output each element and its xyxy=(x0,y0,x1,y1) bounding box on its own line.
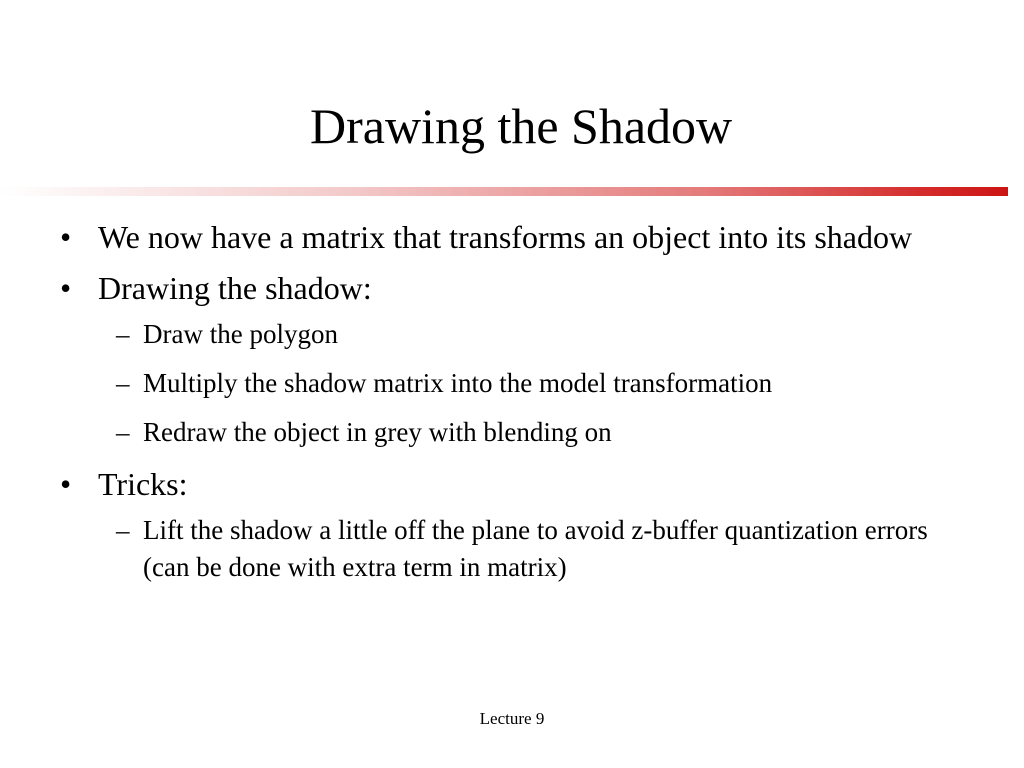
dash-bullet-icon: – xyxy=(116,417,130,447)
sub-bullet-item xyxy=(98,365,960,402)
dash-bullet-icon: – xyxy=(116,368,130,398)
slide-body xyxy=(60,216,960,598)
dash-bullet-icon: – xyxy=(116,515,130,545)
bullet-dot-icon: • xyxy=(60,466,72,502)
sub-bullet-group xyxy=(60,512,960,586)
dash-bullet-icon: – xyxy=(116,319,130,349)
bullet-text: We now have a matrix that transforms an object into its shadow xyxy=(98,219,913,255)
sub-bullet-text: Lift the shadow a little off the plane to avoid z-buffer quantization errors (can be done with extra term in matrix) xyxy=(143,515,928,582)
slide-footer: Lecture 9 xyxy=(479,709,545,728)
title-underline-rule xyxy=(0,187,1008,196)
bullet-dot-icon: • xyxy=(60,270,72,306)
bullet-item xyxy=(60,463,960,505)
slide-title: Drawing the Shadow xyxy=(310,98,733,154)
sub-bullet-item xyxy=(98,414,960,451)
sub-bullet-item xyxy=(98,316,960,353)
bullet-dot-icon: • xyxy=(60,219,72,255)
sub-bullet-text: Draw the polygon xyxy=(143,319,338,349)
sub-bullet-text: Redraw the object in grey with blending on xyxy=(143,417,612,447)
sub-bullet-item xyxy=(98,512,960,586)
bullet-text: Tricks: xyxy=(98,466,188,502)
bullet-item xyxy=(60,267,960,309)
bullet-item xyxy=(60,216,960,258)
bullet-text: Drawing the shadow: xyxy=(98,270,372,306)
sub-bullet-text: Multiply the shadow matrix into the model transformation xyxy=(143,368,773,398)
sub-bullet-group xyxy=(60,316,960,451)
